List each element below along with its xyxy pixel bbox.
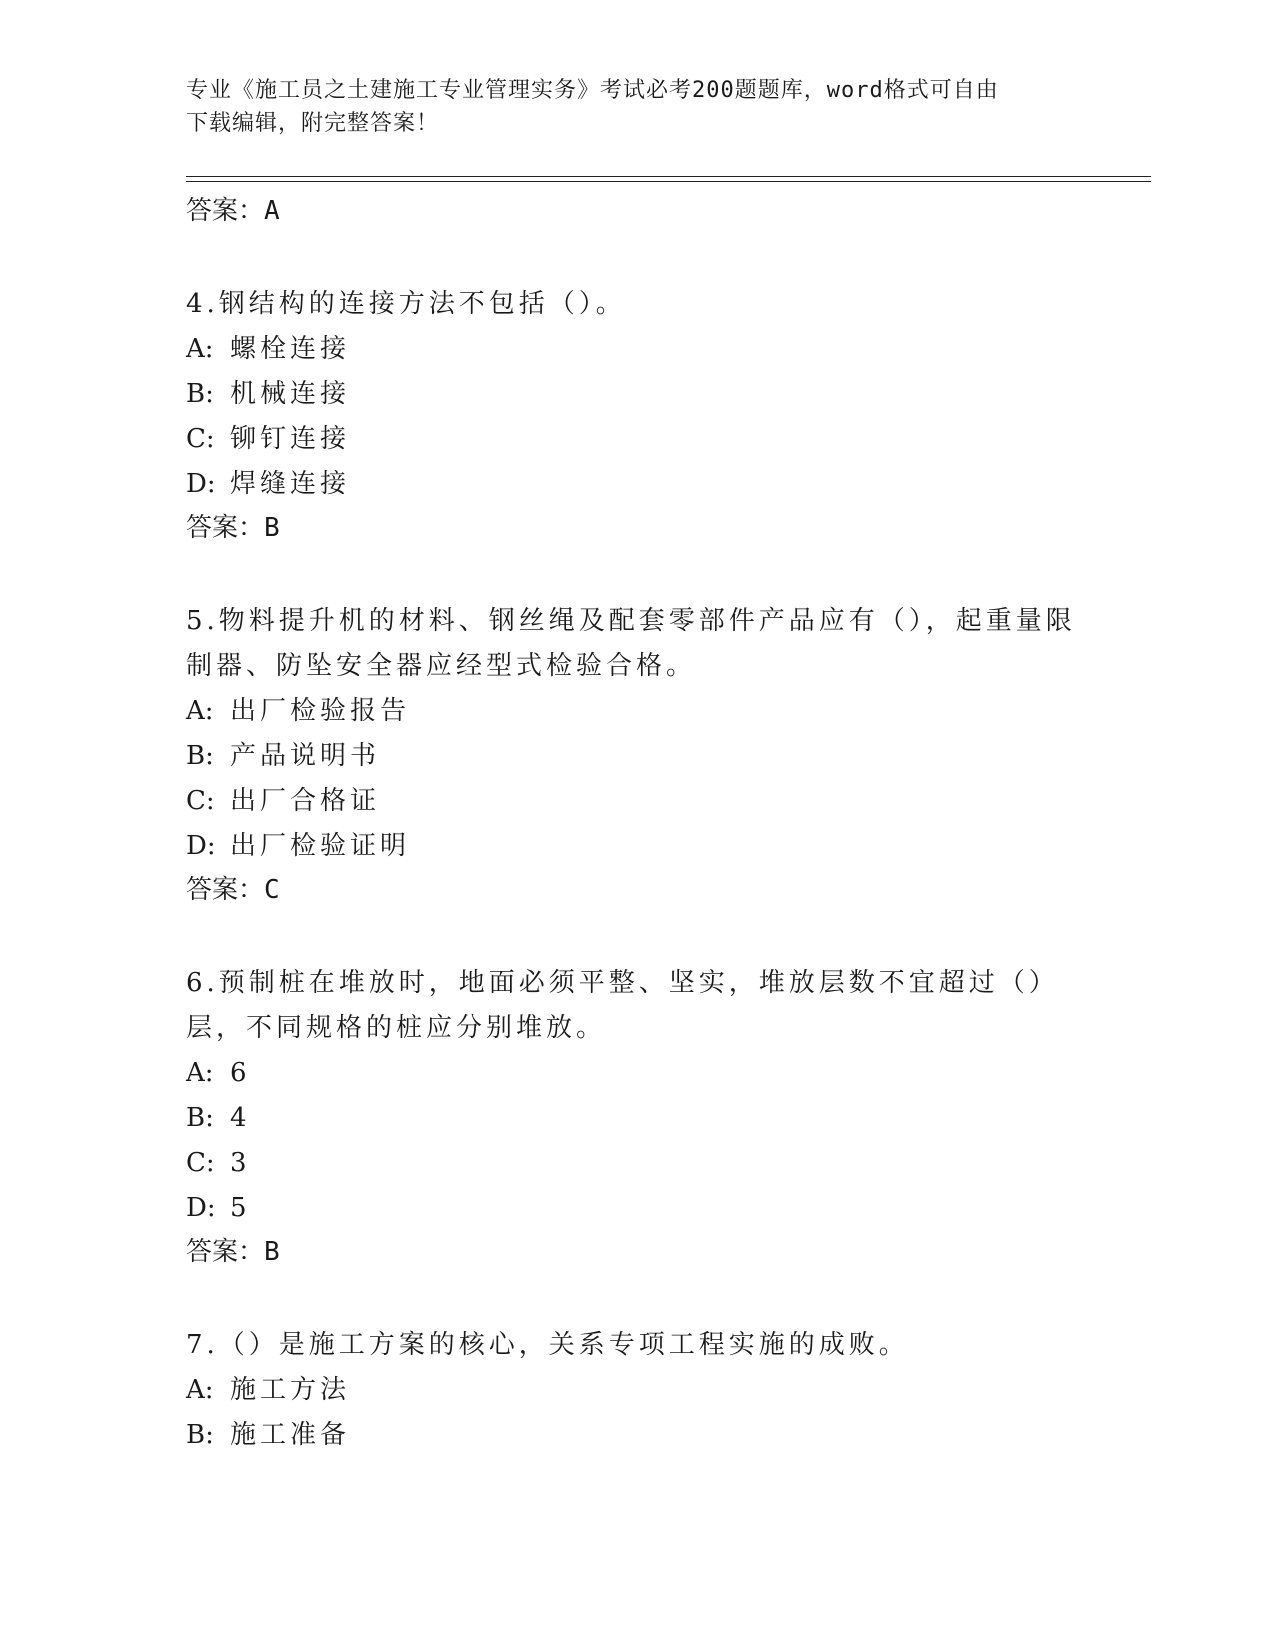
question-list	[186, 282, 1086, 1458]
answer-option	[186, 1186, 1086, 1231]
option-text: 施工方法	[230, 1375, 351, 1405]
answer-option	[186, 734, 1086, 779]
document-body	[186, 190, 1086, 1458]
answer-option	[186, 689, 1086, 734]
answer-line: 答案：A	[186, 196, 280, 226]
answer-option	[186, 417, 1086, 462]
answer-option	[186, 327, 1086, 372]
option-key: A:	[186, 334, 214, 364]
option-text: 3	[230, 1148, 251, 1178]
answer-option	[186, 462, 1086, 507]
option-text: 铆钉连接	[230, 424, 351, 454]
option-key: D:	[186, 1193, 216, 1223]
option-key: B:	[186, 379, 214, 409]
option-key: B:	[186, 1103, 214, 1133]
answer-option	[186, 1051, 1086, 1096]
option-text: 施工准备	[230, 1420, 351, 1450]
answer-option	[186, 1096, 1086, 1141]
answer-option	[186, 1141, 1086, 1186]
option-key: D:	[186, 831, 216, 861]
option-text: 出厂合格证	[230, 786, 381, 816]
answer-line: 答案：C	[186, 875, 280, 905]
option-key: D:	[186, 469, 216, 499]
header-line-1: 专业《施工员之土建施工专业管理实务》考试必考200题题库，word格式可自由	[186, 78, 999, 103]
option-text: 6	[230, 1058, 251, 1088]
answer-option	[186, 779, 1086, 824]
question-stem: 6.预制桩在堆放时，地面必须平整、坚实，堆放层数不宜超过（）层，不同规格的桩应分别堆放。	[186, 968, 1059, 1043]
option-key: A:	[186, 1375, 214, 1405]
option-text: 出厂检验证明	[230, 831, 411, 861]
option-key: B:	[186, 1420, 214, 1450]
option-text: 出厂检验报告	[230, 696, 411, 726]
header-divider-top	[186, 176, 1151, 177]
answer-line: 答案：B	[186, 1237, 280, 1267]
question-block	[186, 282, 1086, 549]
option-text: 产品说明书	[230, 741, 381, 771]
question-block	[186, 961, 1086, 1273]
question-block	[186, 1323, 1086, 1458]
answer-option	[186, 824, 1086, 869]
answer-option	[186, 372, 1086, 417]
option-text: 4	[230, 1103, 251, 1133]
option-key: A:	[186, 696, 214, 726]
question-block	[186, 599, 1086, 911]
option-text: 5	[230, 1193, 251, 1223]
option-key: C:	[186, 786, 215, 816]
question-stem: 5.物料提升机的材料、钢丝绳及配套零部件产品应有（），起重量限制器、防坠安全器应经型式检验合格。	[186, 606, 1076, 681]
question-stem: 7.（）是施工方案的核心，关系专项工程实施的成败。	[186, 1330, 909, 1360]
header-line-2: 下载编辑，附完整答案！	[186, 111, 440, 136]
option-text: 机械连接	[230, 379, 351, 409]
option-key: B:	[186, 741, 214, 771]
header-divider-bottom	[186, 181, 1151, 182]
option-key: A:	[186, 1058, 214, 1088]
option-text: 焊缝连接	[230, 469, 351, 499]
answer-line: 答案：B	[186, 513, 280, 543]
option-key: C:	[186, 1148, 215, 1178]
answer-option	[186, 1368, 1086, 1413]
document-header	[186, 74, 1066, 140]
question-stem: 4.钢结构的连接方法不包括（）。	[186, 289, 626, 319]
option-key: C:	[186, 424, 215, 454]
option-text: 螺栓连接	[230, 334, 351, 364]
answer-option	[186, 1413, 1086, 1458]
